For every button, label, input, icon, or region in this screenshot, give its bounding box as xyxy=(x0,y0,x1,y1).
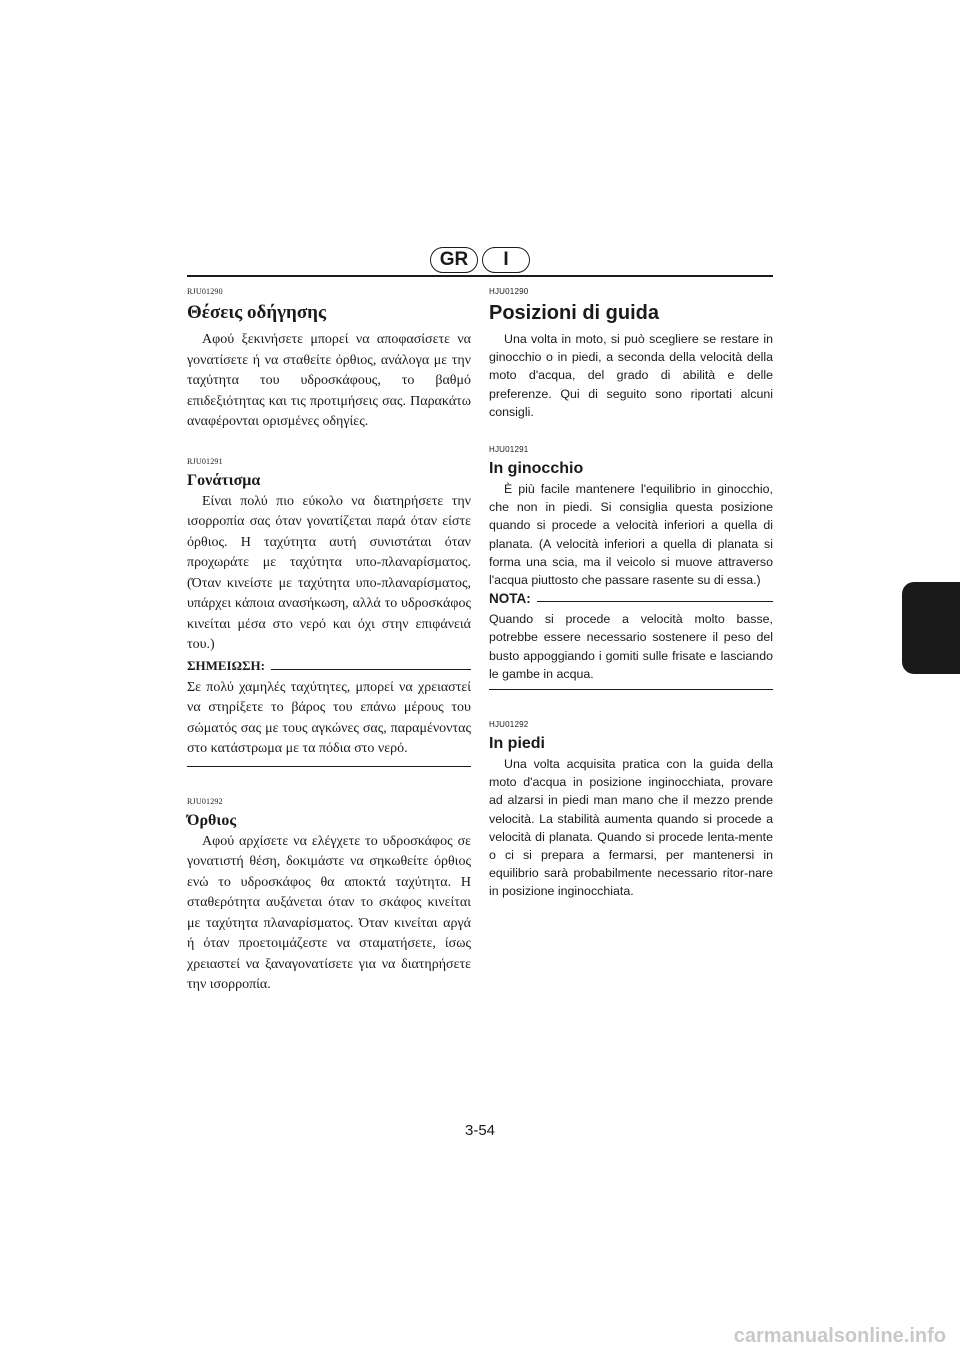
section-code: RJU01291 xyxy=(187,456,223,466)
section-body: Una volta in moto, si può scegliere se restare in ginocchio o in piedi, a seconda della velocità della moto d'acqua, del grado di abilità e delle preferenze. Qui di seguito sono riportati alcuni consigli. xyxy=(489,332,773,419)
section-code: HJU01290 xyxy=(489,287,529,296)
section-code: RJU01292 xyxy=(187,796,223,806)
note-body: Σε πολύ χαμηλές ταχύτητες, μπορεί να χρειαστεί να στηρίξετε το βάρος του επάνω μέρους του σώματός σας με τους αγκώνες σας, παραμένοντας στο κατάστρωμα με τα πόδια στο νερό. xyxy=(187,679,471,756)
note-header xyxy=(187,658,471,674)
section-title: Όρθιος xyxy=(187,811,237,829)
section-title: Posizioni di guida xyxy=(489,302,659,324)
note-header xyxy=(489,591,773,606)
chapter-tab xyxy=(902,582,960,674)
note-label: NOTA: xyxy=(489,591,531,607)
page-number: 3-54 xyxy=(464,1122,496,1139)
section-body: Una volta acquisita pratica con la guida della moto d'acqua in posizione inginocchiata, provare ad alzarsi in piedi man mano che il mezzo prende velocità. La stabilità aumenta quando si procede a velocità di planata. Quando si procede lenta-mente o ci si prepara a fermarsi, per mantenersi in equilibrio sarà probabilmente necessario ritor-nare in posizione inginocchiata. xyxy=(489,757,773,899)
section-body: Αφού αρχίσετε να ελέγχετε το υδροσκάφος σε γονατιστή θέση, δοκιμάστε να σηκωθείτε όρθιος ενώ το υδροσκάφος θα αποκτά ταχύτητα. Η σταθερότητα αυξάνεται όταν το σκάφος κινείται με ταχύτητα πλαναρίσματος. Όταν κινείται αργά ή όταν προετοιμάζεστε να σταματήσετε, ίσως χρειαστεί να ξαναγονατίσετε για να διατηρήσετε την ισορροπία. xyxy=(187,833,471,992)
section-code: HJU01291 xyxy=(489,445,529,455)
page-header xyxy=(187,247,773,277)
section-body: Αφού ξεκινήσετε μπορεί να αποφασίσετε να γονατίσετε ή να σταθείτε όρθιος, ανάλογα με την ταχύτητα του υδροσκάφους, το βαθμό επιδεξιότητας και τις προτιμήσεις σας. Παρακάτω αναφέρονται ορισμένες οδηγίες. xyxy=(187,332,471,429)
header-rule xyxy=(187,275,773,277)
note-label: ΣΗΜΕΙΩΣΗ: xyxy=(187,657,265,673)
section-body: È più facile mantenere l'equilibrio in ginocchio, che non in piedi. Si consiglia questa posizione quando si procede a velocità inferiori a quella di planata. (A velocità inferiori a quella di planata si forma una scia, ma il veicolo si muove attraverso l'acqua piuttosto che passare rasente su di essa.) xyxy=(489,482,773,588)
language-badge-i: I xyxy=(482,247,530,273)
section-title: Θέσεις οδήγησης xyxy=(187,302,326,323)
section-code: RJU01290 xyxy=(187,287,223,296)
section-body: Είναι πολύ πιο εύκολο να διατηρήσετε την ισορροπία σας όταν γονατίζεται παρά όταν είστε όρθιος. Η ταχύτητα αυτή συνιστάται όταν προχωράτε με ταχύτητα υπο-πλαναρίσματος. (Όταν κινείστε με ταχύτητα υπο-πλαναρίσματος, υπάρχει κάποια ανασήκωση, αλλά το υδροσκάφος κινείται μέσα στο νερό και όχι στην επιφάνειά του.) xyxy=(187,493,471,652)
note-body: Quando si procede a velocità molto basse, potrebbe essere necessario sostenere il peso del busto appoggiando i gomiti sulle frisate e lasciando le gambe in acqua. xyxy=(489,612,773,681)
section-title: In piedi xyxy=(489,735,545,753)
language-badge-gr: GR xyxy=(430,247,478,273)
italian-column xyxy=(489,287,773,901)
greek-column xyxy=(187,287,471,996)
section-code: HJU01292 xyxy=(489,720,529,730)
note-rule xyxy=(271,669,471,670)
watermark: carmanualsonline.info xyxy=(733,1325,946,1347)
section-title: Γονάτισμα xyxy=(187,471,261,489)
note-rule xyxy=(537,601,773,602)
section-title: In ginocchio xyxy=(489,460,584,478)
